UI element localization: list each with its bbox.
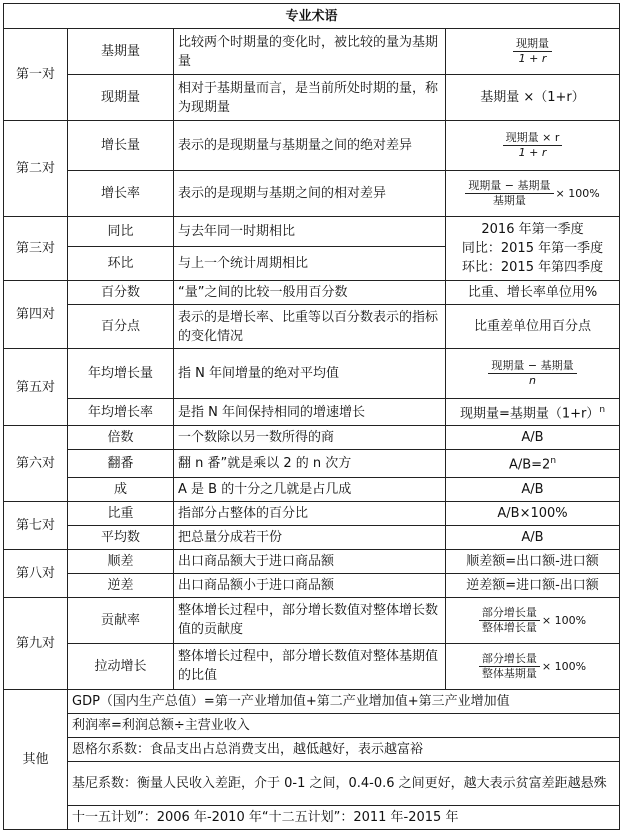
formula-cell: [446, 171, 620, 217]
definition-cell: 表示的是现期量与基期量之间的绝对差异: [174, 121, 446, 171]
pair-label: 第二对: [4, 121, 68, 217]
definition-cell: 翻 n 番”就是乘以 2 的 n 次方: [174, 450, 446, 477]
formula-cell: A/B: [446, 525, 620, 549]
term-cell: 贡献率: [68, 597, 174, 643]
pair-label: 第四对: [4, 281, 68, 349]
formula-text: 现期量=基期量（1+r）: [459, 406, 600, 422]
formula-cell: A/B×100%: [446, 501, 620, 525]
other-line: 十一五计划”：2006 年-2010 年“十二五计划”：2011 年-2015 年: [68, 805, 620, 829]
definition-cell: 出口商品额大于进口商品额: [174, 549, 446, 573]
formula-line: 环比：2015 年第四季度: [461, 260, 604, 275]
formula-cell: [446, 349, 620, 399]
fraction-numerator: 部分增长量: [479, 606, 540, 621]
formula-cell: [446, 597, 620, 643]
other-line: 基尼系数：衡量人民收入差距，介于 0-1 之间，0.4-0.6 之间更好，越大表示贫富差距越悬殊: [68, 761, 620, 805]
term-cell: 倍数: [68, 426, 174, 450]
definition-cell: 相对于基期量而言，是当前所处时期的量，称为现期量: [174, 75, 446, 121]
pair-label: 第五对: [4, 349, 68, 426]
pair-label: 第一对: [4, 29, 68, 121]
formula-line: 同比：2015 年第一季度: [461, 241, 604, 256]
definition-cell: 整体增长过程中，部分增长数值对整体增长数值的贡献度: [174, 597, 446, 643]
fraction-numerator: 现期量 − 基期量: [465, 179, 553, 194]
formula-exponent: n: [550, 456, 557, 467]
term-cell: 比重: [68, 501, 174, 525]
formula-cell: [446, 450, 620, 477]
fraction-denominator: 基期量: [492, 194, 526, 207]
formula-cell: [446, 217, 620, 281]
fraction-denominator: 1 + r: [518, 52, 547, 65]
term-cell: 基期量: [68, 29, 174, 75]
formula-line: 2016 年第一季度: [481, 222, 584, 237]
fraction-numerator: 现期量: [513, 37, 552, 52]
fraction-numerator: 部分增长量: [479, 652, 540, 667]
term-cell: 同比: [68, 217, 174, 247]
formula-suffix: × 100%: [555, 187, 600, 200]
other-line: 恩格尔系数：食品支出占总消费支出，越低越好，表示越富裕: [68, 737, 620, 761]
definition-cell: 与上一个统计周期相比: [174, 247, 446, 281]
definition-cell: 表示的是增长率、比重等以百分数表示的指标的变化情况: [174, 305, 446, 349]
fraction-denominator: 整体基期量: [481, 666, 537, 680]
fraction: [488, 359, 576, 388]
definition-cell: 整体增长过程中，部分增长数值对整体基期值的比值: [174, 643, 446, 689]
definition-cell: 表示的是现期与基期之间的相对差异: [174, 171, 446, 217]
term-cell: 平均数: [68, 525, 174, 549]
definition-cell: “量”之间的比较一般用百分数: [174, 281, 446, 305]
definition-cell: 把总量分成若干份: [174, 525, 446, 549]
term-cell: 百分数: [68, 281, 174, 305]
fraction: [465, 179, 553, 208]
term-cell: 成: [68, 477, 174, 501]
fraction-denominator: 1 + r: [518, 146, 547, 159]
definition-cell: 指 N 年间增量的绝对平均值: [174, 349, 446, 399]
other-line: GDP（国内生产总值）=第一产业增加值+第二产业增加值+第三产业增加值: [68, 689, 620, 713]
definition-cell: 与去年同一时期相比: [174, 217, 446, 247]
definition-cell: 比较两个时期量的变化时，被比较的量为基期量: [174, 29, 446, 75]
fraction-numerator: 现期量 × r: [503, 131, 563, 146]
term-cell: 百分点: [68, 305, 174, 349]
formula-cell: [446, 399, 620, 426]
pair-label: 第三对: [4, 217, 68, 281]
table-title: 专业术语: [4, 4, 620, 29]
other-line: 利润率=利润总额÷主营业收入: [68, 713, 620, 737]
terms-table: [3, 3, 620, 830]
formula-suffix: × 100%: [541, 659, 587, 673]
pair-label: 其他: [4, 689, 68, 829]
term-cell: 环比: [68, 247, 174, 281]
pair-label: 第九对: [4, 597, 68, 689]
term-cell: 增长率: [68, 171, 174, 217]
formula-cell: 基期量 ×（1+r）: [446, 75, 620, 121]
definition-cell: 是指 N 年间保持相同的增速增长: [174, 399, 446, 426]
term-cell: 顺差: [68, 549, 174, 573]
fraction: [479, 652, 540, 681]
definition-cell: 指部分占整体的百分比: [174, 501, 446, 525]
fraction: [503, 131, 563, 160]
term-cell: 逆差: [68, 573, 174, 597]
formula-cell: [446, 121, 620, 171]
formula-exponent: n: [599, 405, 606, 415]
formula-text: A/B=2: [508, 457, 551, 473]
definition-cell: 出口商品额小于进口商品额: [174, 573, 446, 597]
term-cell: 增长量: [68, 121, 174, 171]
fraction-denominator: 整体增长量: [481, 620, 537, 634]
formula-cell: 比重差单位用百分点: [446, 305, 620, 349]
definition-cell: 一个数除以另一数所得的商: [174, 426, 446, 450]
term-cell: 现期量: [68, 75, 174, 121]
pair-label: 第八对: [4, 549, 68, 597]
fraction-numerator: 现期量 − 基期量: [488, 359, 576, 374]
term-cell: 拉动增长: [68, 643, 174, 689]
pair-label: 第六对: [4, 426, 68, 501]
pair-label: 第七对: [4, 501, 68, 549]
formula-cell: [446, 29, 620, 75]
term-cell: 年均增长量: [68, 349, 174, 399]
term-cell: 翻番: [68, 450, 174, 477]
formula-cell: 比重、增长率单位用%: [446, 281, 620, 305]
fraction: [513, 37, 552, 66]
formula-cell: 顺差额=出口额-进口额: [446, 549, 620, 573]
formula-cell: [446, 643, 620, 689]
term-cell: 年均增长率: [68, 399, 174, 426]
fraction: [479, 606, 540, 635]
definition-cell: A 是 B 的十分之几就是占几成: [174, 477, 446, 501]
fraction-denominator: n: [529, 374, 536, 387]
formula-suffix: × 100%: [541, 613, 587, 627]
formula-cell: 逆差额=进口额-出口额: [446, 573, 620, 597]
formula-cell: A/B: [446, 477, 620, 501]
formula-cell: A/B: [446, 426, 620, 450]
